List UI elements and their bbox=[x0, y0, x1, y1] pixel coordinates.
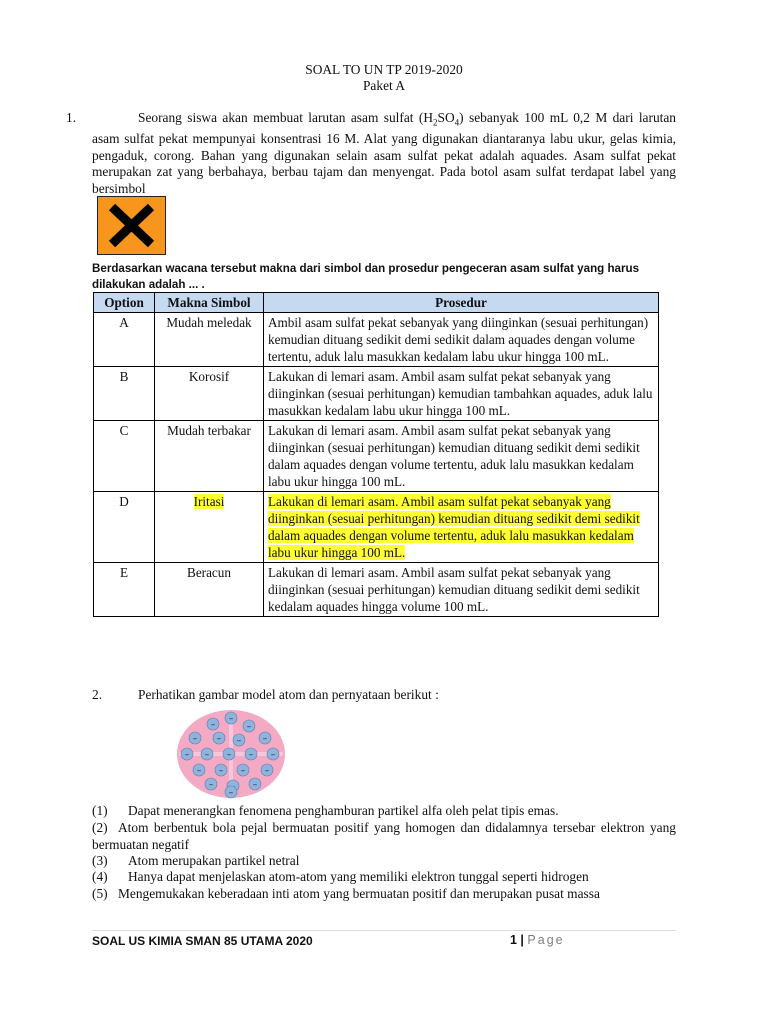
electron-sign: – bbox=[216, 734, 222, 744]
option-letter: B bbox=[94, 367, 155, 421]
option-letter: D bbox=[94, 492, 155, 563]
footer-label: SOAL US KIMIA SMAN 85 UTAMA 2020 bbox=[92, 934, 313, 948]
page-title: SOAL TO UN TP 2019-2020 bbox=[305, 62, 463, 77]
option-prosedur: Ambil asam sulfat pekat sebanyak yang diinginkan (sesuai perhitungan) kemudian dituang sedikit demi sedikit dalam aquades dengan volume tertentu, aduk lalu masukkan kedalam labu ukur hingga 100 mL. bbox=[264, 313, 659, 367]
table-header-row bbox=[94, 293, 659, 313]
statement-2: (2) Atom berbentuk bola pejal bermuatan positif yang homogen dan didalamnya tersebar elektron yang bermuatan negatif bbox=[92, 820, 676, 852]
table-row bbox=[94, 563, 659, 617]
electron-sign: – bbox=[262, 734, 268, 744]
statement-4: (4) Hanya dapat menjelaskan atom-atom yang memiliki elektron tunggal seperti hidrogen bbox=[92, 869, 589, 884]
option-prosedur: Lakukan di lemari asam. Ambil asam sulfat pekat sebanyak yang diinginkan (sesuai perhitungan) kemudian tambahkan aquades, aduk lalu masukkan kedalam labu ukur hingga 100 mL. bbox=[264, 367, 659, 421]
option-prosedur: Lakukan di lemari asam. Ambil asam sulfat pekat sebanyak yang diinginkan (sesuai perhitungan) kemudian dituang sedikit demi sedikit dalam aquades dengan volume tertentu, aduk lalu masukkan kedalam labu ukur hingga 100 mL. bbox=[264, 421, 659, 492]
question-2-text: Perhatikan gambar model atom dan pernyataan berikut : bbox=[138, 687, 439, 702]
option-makna bbox=[155, 492, 264, 563]
footer-divider bbox=[92, 930, 676, 931]
electron-sign: – bbox=[204, 750, 210, 760]
electron-sign: – bbox=[218, 766, 224, 776]
table-row bbox=[94, 421, 659, 492]
hazard-irritant-icon bbox=[97, 196, 166, 255]
header-option: Option bbox=[94, 293, 155, 313]
electron-sign: – bbox=[246, 722, 252, 732]
statement-5: (5) Mengemukakan keberadaan inti atom yang bermuatan positif dan merupakan pusat massa bbox=[92, 886, 600, 901]
option-letter: E bbox=[94, 563, 155, 617]
electron-sign: – bbox=[192, 734, 198, 744]
footer-page: 1 | Page bbox=[510, 933, 565, 947]
electron-sign: – bbox=[210, 720, 216, 730]
header-makna: Makna Simbol bbox=[155, 293, 264, 313]
atom-model-illustration bbox=[175, 708, 287, 800]
options-table bbox=[93, 292, 659, 617]
electron-sign: – bbox=[264, 766, 270, 776]
statement-3: (3) Atom merupakan partikel netral bbox=[92, 853, 300, 868]
question-1-number: 1. bbox=[66, 110, 77, 125]
electron-sign: – bbox=[228, 714, 234, 724]
option-makna: Korosif bbox=[155, 367, 264, 421]
table-row bbox=[94, 367, 659, 421]
electron-sign: – bbox=[236, 736, 242, 746]
option-letter: A bbox=[94, 313, 155, 367]
electron-sign: – bbox=[240, 766, 246, 776]
table-row bbox=[94, 313, 659, 367]
electron-sign: – bbox=[248, 750, 254, 760]
electron-sign: – bbox=[184, 750, 190, 760]
option-prosedur bbox=[264, 492, 659, 563]
electron-sign: – bbox=[196, 766, 202, 776]
electron-sign: – bbox=[208, 780, 214, 790]
question-2-number: 2. bbox=[92, 687, 103, 702]
electron-sign: – bbox=[270, 750, 276, 760]
electron-sign: – bbox=[226, 750, 232, 760]
question-1-prompt: Berdasarkan wacana tersebut makna dari simbol dan prosedur pengeceran asam sulfat yang harus dilakukan adalah ... . bbox=[92, 262, 640, 291]
page-number: 1 bbox=[510, 933, 517, 947]
electron-sign: – bbox=[228, 788, 234, 798]
option-letter: C bbox=[94, 421, 155, 492]
question-1-text: Seorang siswa akan membuat larutan asam sulfat $(H_2SO_4)$ sebanyak 100 mL 0,2 M dari larutan asam sulfat pekat mempunyai konsentrasi 16 M. Alat yang digunakan diantaranya labu ukur, gelas kimia, pengaduk, corong. Bahan yang digunakan selain asam sulfat pekat adalah aquades. Asam sulfat pekat merupakan zat yang berbahaya, berbau tajam dan menyengat. Pada botol asam sulfat terdapat label yang bersimbol bbox=[92, 110, 677, 197]
page-word: Page bbox=[527, 933, 565, 947]
option-makna: Mudah terbakar bbox=[155, 421, 264, 492]
header-prosedur: Prosedur bbox=[264, 293, 659, 313]
option-prosedur: Lakukan di lemari asam. Ambil asam sulfat pekat sebanyak yang diinginkan (sesuai perhitungan) kemudian dituang sedikit demi sedikit kedalam aquades hingga volume 100 mL. bbox=[264, 563, 659, 617]
option-makna: Mudah meledak bbox=[155, 313, 264, 367]
statement-1: (1) Dapat menerangkan fenomena penghamburan partikel alfa oleh pelat tipis emas. bbox=[92, 803, 559, 818]
page-subtitle: Paket A bbox=[362, 78, 406, 93]
electron-sign: – bbox=[252, 780, 258, 790]
table-row-highlighted bbox=[94, 492, 659, 563]
highlighted-makna: Iritasi bbox=[193, 494, 225, 509]
option-makna: Beracun bbox=[155, 563, 264, 617]
highlighted-prosedur: Lakukan di lemari asam. Ambil asam sulfat pekat sebanyak yang diinginkan (sesuai perhitungan) kemudian dituang sedikit demi sedikit dalam aquades dengan volume tertentu, aduk lalu masukkan kedalam labu ukur hingga 100 mL. bbox=[268, 494, 640, 560]
